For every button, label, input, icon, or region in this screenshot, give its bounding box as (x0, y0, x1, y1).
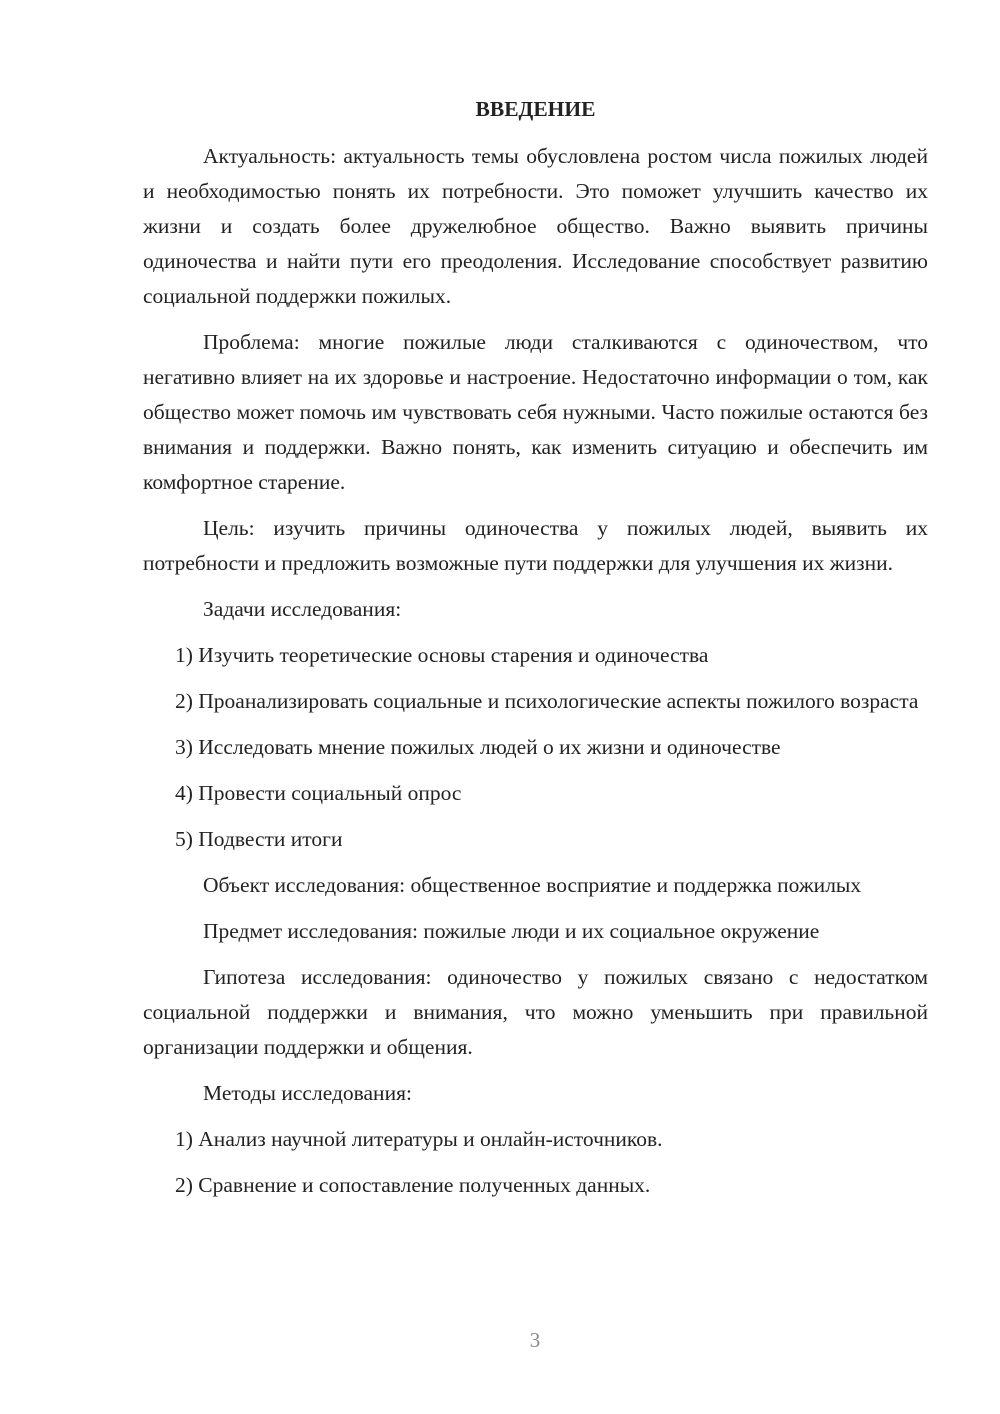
method-item: 2) Сравнение и сопоставление полученных данных. (175, 1173, 651, 1197)
tasks-heading: Задачи исследования: (203, 597, 402, 621)
task-item: 4) Провести социальный опрос (175, 781, 462, 805)
task-item: 1) Изучить теоретические основы старения и одиночества (175, 643, 709, 667)
task-item: 2) Проанализировать социальные и психологические аспекты пожилого возраста (175, 689, 919, 713)
page-number: 3 (529, 1328, 541, 1352)
task-item: 3) Исследовать мнение пожилых людей о их жизни и одиночестве (175, 735, 781, 759)
methods-heading: Методы исследования: (203, 1081, 412, 1105)
document-page (143, 92, 928, 1214)
actuality-paragraph: Актуальность: актуальность темы обусловлена ростом числа пожилых людей и необходимостью понять их потребности. Это поможет улучшить качество их жизни и создать более дружелюбное общество. Важно выявить причины одиночества и найти пути его преодоления. Исследование способствует развитию социальной поддержки пожилых. (143, 144, 928, 308)
hypothesis-paragraph: Гипотеза исследования: одиночество у пожилых связано с недостатком социальной поддержки и внимания, что можно уменьшить при правильной организации поддержки и общения. (143, 965, 928, 1059)
task-item: 5) Подвести итоги (175, 827, 343, 851)
subject-paragraph: Предмет исследования: пожилые люди и их социальное окружение (203, 919, 820, 943)
goal-paragraph: Цель: изучить причины одиночества у пожилых людей, выявить их потребности и предложить возможные пути поддержки для улучшения их жизни. (143, 516, 928, 575)
page-title: ВВЕДЕНИЕ (475, 97, 596, 121)
problem-paragraph: Проблема: многие пожилые люди сталкиваются с одиночеством, что негативно влияет на их здоровье и настроение. Недостаточно информации о том, как общество может помочь им чувствовать себя нужными. Часто пожилые остаются без внимания и поддержки. Важно понять, как изменить ситуацию и обеспечить им комфортное старение. (143, 330, 928, 494)
method-item: 1) Анализ научной литературы и онлайн-источников. (175, 1127, 663, 1151)
object-paragraph: Объект исследования: общественное восприятие и поддержка пожилых (203, 873, 862, 897)
